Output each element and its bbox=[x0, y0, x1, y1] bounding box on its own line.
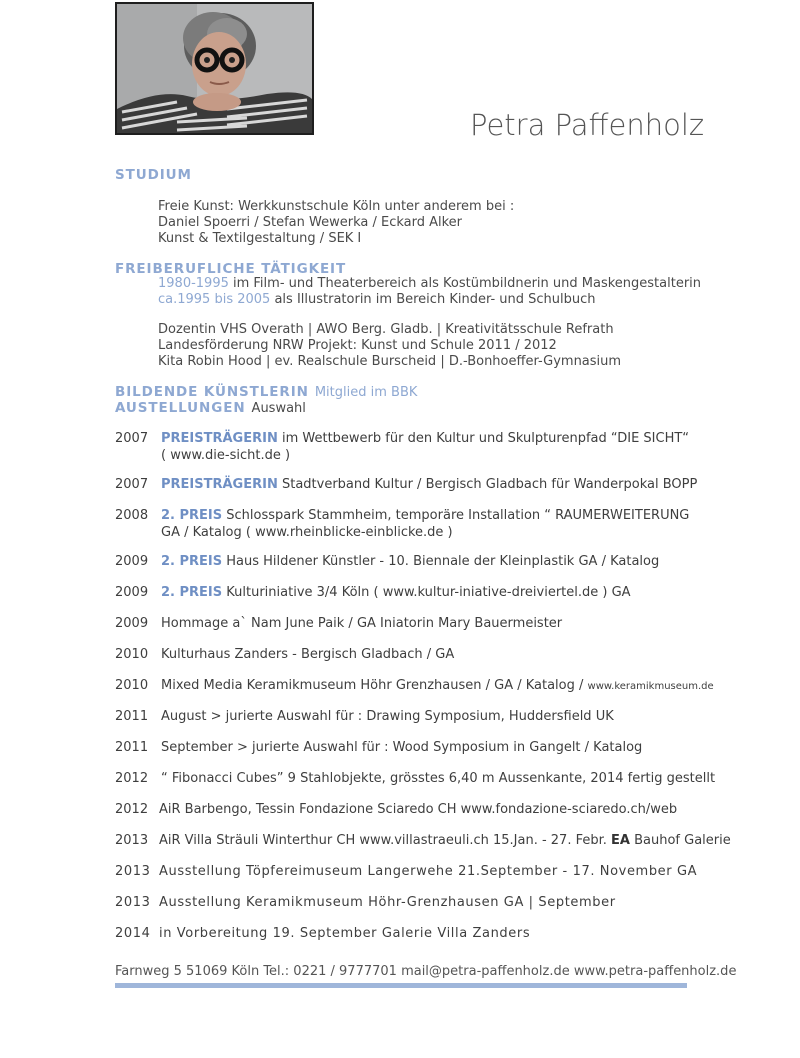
exhibition-keyword: 2. PREIS bbox=[161, 554, 223, 569]
section-heading-ausstellungen bbox=[115, 400, 306, 416]
teaching-line: Landesförderung NRW Projekt: Kunst und Schule 2011 / 2012 bbox=[158, 338, 557, 353]
exhibition-row bbox=[115, 801, 677, 818]
exhibition-text: im Wettbewerb für den Kultur und Skulpturenpfad “DIE SICHT“ bbox=[277, 431, 690, 446]
section-heading-studium: STUDIUM bbox=[115, 167, 192, 183]
exhibition-year: 2010 bbox=[115, 647, 149, 662]
exhibition-year: 2012 bbox=[115, 771, 149, 786]
studium-line: Kunst & Textilgestaltung / SEK I bbox=[158, 231, 362, 246]
exhibition-keyword: 2. PREIS bbox=[161, 508, 223, 523]
exhibition-year: 2014 bbox=[115, 926, 151, 941]
exhibition-text: AiR Villa Sträuli Winterthur CH www.villastraeuli.ch 15.Jan. - 27. Febr. bbox=[159, 833, 612, 848]
exhibition-year: 2013 bbox=[115, 895, 151, 910]
exhibition-keyword: PREISTRÄGERIN bbox=[161, 431, 278, 446]
exhibition-text: Haus Hildener Künstler - 10. Biennale der Kleinplastik GA / Katalog bbox=[222, 554, 660, 569]
portrait-illustration bbox=[117, 4, 312, 133]
exhibition-year: 2013 bbox=[115, 864, 151, 879]
exhibition-text: Kulturhaus Zanders - Bergisch Gladbach / GA bbox=[161, 647, 455, 662]
exhibition-row bbox=[115, 584, 631, 601]
exhibition-text: AiR Barbengo, Tessin Fondazione Sciaredo CH www.fondazione-sciaredo.ch/web bbox=[159, 802, 678, 817]
period-label: ca.1995 bis 2005 bbox=[158, 292, 271, 307]
freiberuflich-line bbox=[158, 276, 701, 292]
exhibition-keyword: 2. PREIS bbox=[161, 585, 223, 600]
exhibition-row bbox=[115, 677, 714, 695]
exhibition-row bbox=[115, 832, 731, 849]
exhibition-row bbox=[115, 770, 715, 787]
exhibition-year: 2012 bbox=[115, 802, 149, 817]
exhibition-row bbox=[115, 553, 659, 570]
exhibition-line2: GA / Katalog ( www.rheinblicke-einblicke.de ) bbox=[161, 525, 453, 540]
freiberuflich-line bbox=[158, 292, 701, 308]
heading-text: AUSTELLUNGEN bbox=[115, 400, 246, 416]
exhibition-row bbox=[115, 430, 689, 464]
exhibition-text: September > jurierte Auswahl für : Wood Symposium in Gangelt / Katalog bbox=[161, 740, 643, 755]
exhibition-row bbox=[115, 646, 454, 663]
exhibition-year: 2009 bbox=[115, 554, 149, 569]
exhibition-year: 2007 bbox=[115, 431, 149, 446]
studium-block bbox=[158, 199, 514, 247]
exhibition-year: 2009 bbox=[115, 616, 149, 631]
exhibition-keyword: PREISTRÄGERIN bbox=[161, 477, 278, 492]
exhibition-year: 2010 bbox=[115, 678, 149, 693]
exhibition-year: 2007 bbox=[115, 477, 149, 492]
exhibition-text: in Vorbereitung 19. September Galerie Villa Zanders bbox=[159, 926, 531, 941]
teaching-block bbox=[158, 322, 621, 370]
heading-sub: Mitglied im BBK bbox=[314, 385, 418, 400]
period-label: 1980-1995 bbox=[158, 276, 229, 291]
exhibition-text: Kulturiniative 3/4 Köln ( www.kultur-iniative-dreiviertel.de ) GA bbox=[222, 585, 631, 600]
exhibition-row bbox=[115, 615, 562, 632]
exhibition-line2: ( www.die-sicht.de ) bbox=[161, 448, 291, 463]
person-name: Petra Paffenholz bbox=[470, 108, 705, 142]
portrait-photo bbox=[115, 2, 314, 135]
section-heading-kuenstlerin bbox=[115, 384, 417, 400]
exhibition-row bbox=[115, 739, 642, 756]
exhibition-year: 2008 bbox=[115, 508, 149, 523]
exhibition-year: 2011 bbox=[115, 740, 149, 755]
teaching-line: Kita Robin Hood | ev. Realschule Burscheid | D.-Bonhoeffer-Gymnasium bbox=[158, 354, 622, 369]
exhibition-year: 2009 bbox=[115, 585, 149, 600]
exhibition-tail: Bauhof Galerie bbox=[629, 833, 731, 848]
footer-bar bbox=[115, 983, 687, 988]
exhibition-row bbox=[115, 476, 697, 493]
exhibition-text: Ausstellung Töpfereimuseum Langerwehe 21.September - 17. November GA bbox=[159, 864, 698, 879]
section-heading-freiberuflich: FREIBERUFLICHE TÄTIGKEIT bbox=[115, 261, 347, 277]
exhibition-emphasis: EA bbox=[611, 833, 630, 848]
exhibition-row bbox=[115, 894, 616, 911]
studium-line: Daniel Spoerri / Stefan Wewerka / Eckard Alker bbox=[158, 215, 463, 230]
exhibition-row bbox=[115, 708, 614, 725]
studium-line: Freie Kunst: Werkkunstschule Köln unter anderem bei : bbox=[158, 199, 515, 214]
exhibition-text: Stadtverband Kultur / Bergisch Gladbach für Wanderpokal BOPP bbox=[277, 477, 698, 492]
exhibition-row bbox=[115, 925, 530, 942]
exhibition-link: www.keramikmuseum.de bbox=[587, 681, 714, 692]
exhibition-row bbox=[115, 507, 689, 541]
exhibition-year: 2013 bbox=[115, 833, 149, 848]
heading-sub: Auswahl bbox=[251, 401, 306, 416]
exhibition-text: Schlosspark Stammheim, temporäre Installation “ RAUMERWEITERUNG bbox=[222, 508, 690, 523]
exhibition-text: Hommage a` Nam June Paik / GA Iniatorin Mary Bauermeister bbox=[161, 616, 563, 631]
period-text: als Illustratorin im Bereich Kinder- und Schulbuch bbox=[270, 292, 596, 307]
footer-contact: Farnweg 5 51069 Köln Tel.: 0221 / 9777701 mail@petra-paffenholz.de www.petra-paffenholz.de bbox=[115, 964, 737, 979]
exhibition-text: Ausstellung Keramikmuseum Höhr-Grenzhausen GA | September bbox=[159, 895, 616, 910]
exhibition-row bbox=[115, 863, 697, 880]
exhibition-text: “ Fibonacci Cubes” 9 Stahlobjekte, grösstes 6,40 m Aussenkante, 2014 fertig gestellt bbox=[161, 771, 716, 786]
heading-text: BILDENDE KÜNSTLERIN bbox=[115, 384, 309, 400]
teaching-line: Dozentin VHS Overath | AWO Berg. Gladb. | Kreativitätsschule Refrath bbox=[158, 322, 614, 337]
freiberuflich-block bbox=[158, 276, 701, 308]
period-text: im Film- und Theaterbereich als Kostümbildnerin und Maskengestalterin bbox=[228, 276, 702, 291]
exhibition-text: August > jurierte Auswahl für : Drawing Symposium, Huddersfield UK bbox=[161, 709, 614, 724]
exhibition-year: 2011 bbox=[115, 709, 149, 724]
exhibition-text: Mixed Media Keramikmuseum Höhr Grenzhausen / GA / Katalog / bbox=[161, 678, 588, 693]
